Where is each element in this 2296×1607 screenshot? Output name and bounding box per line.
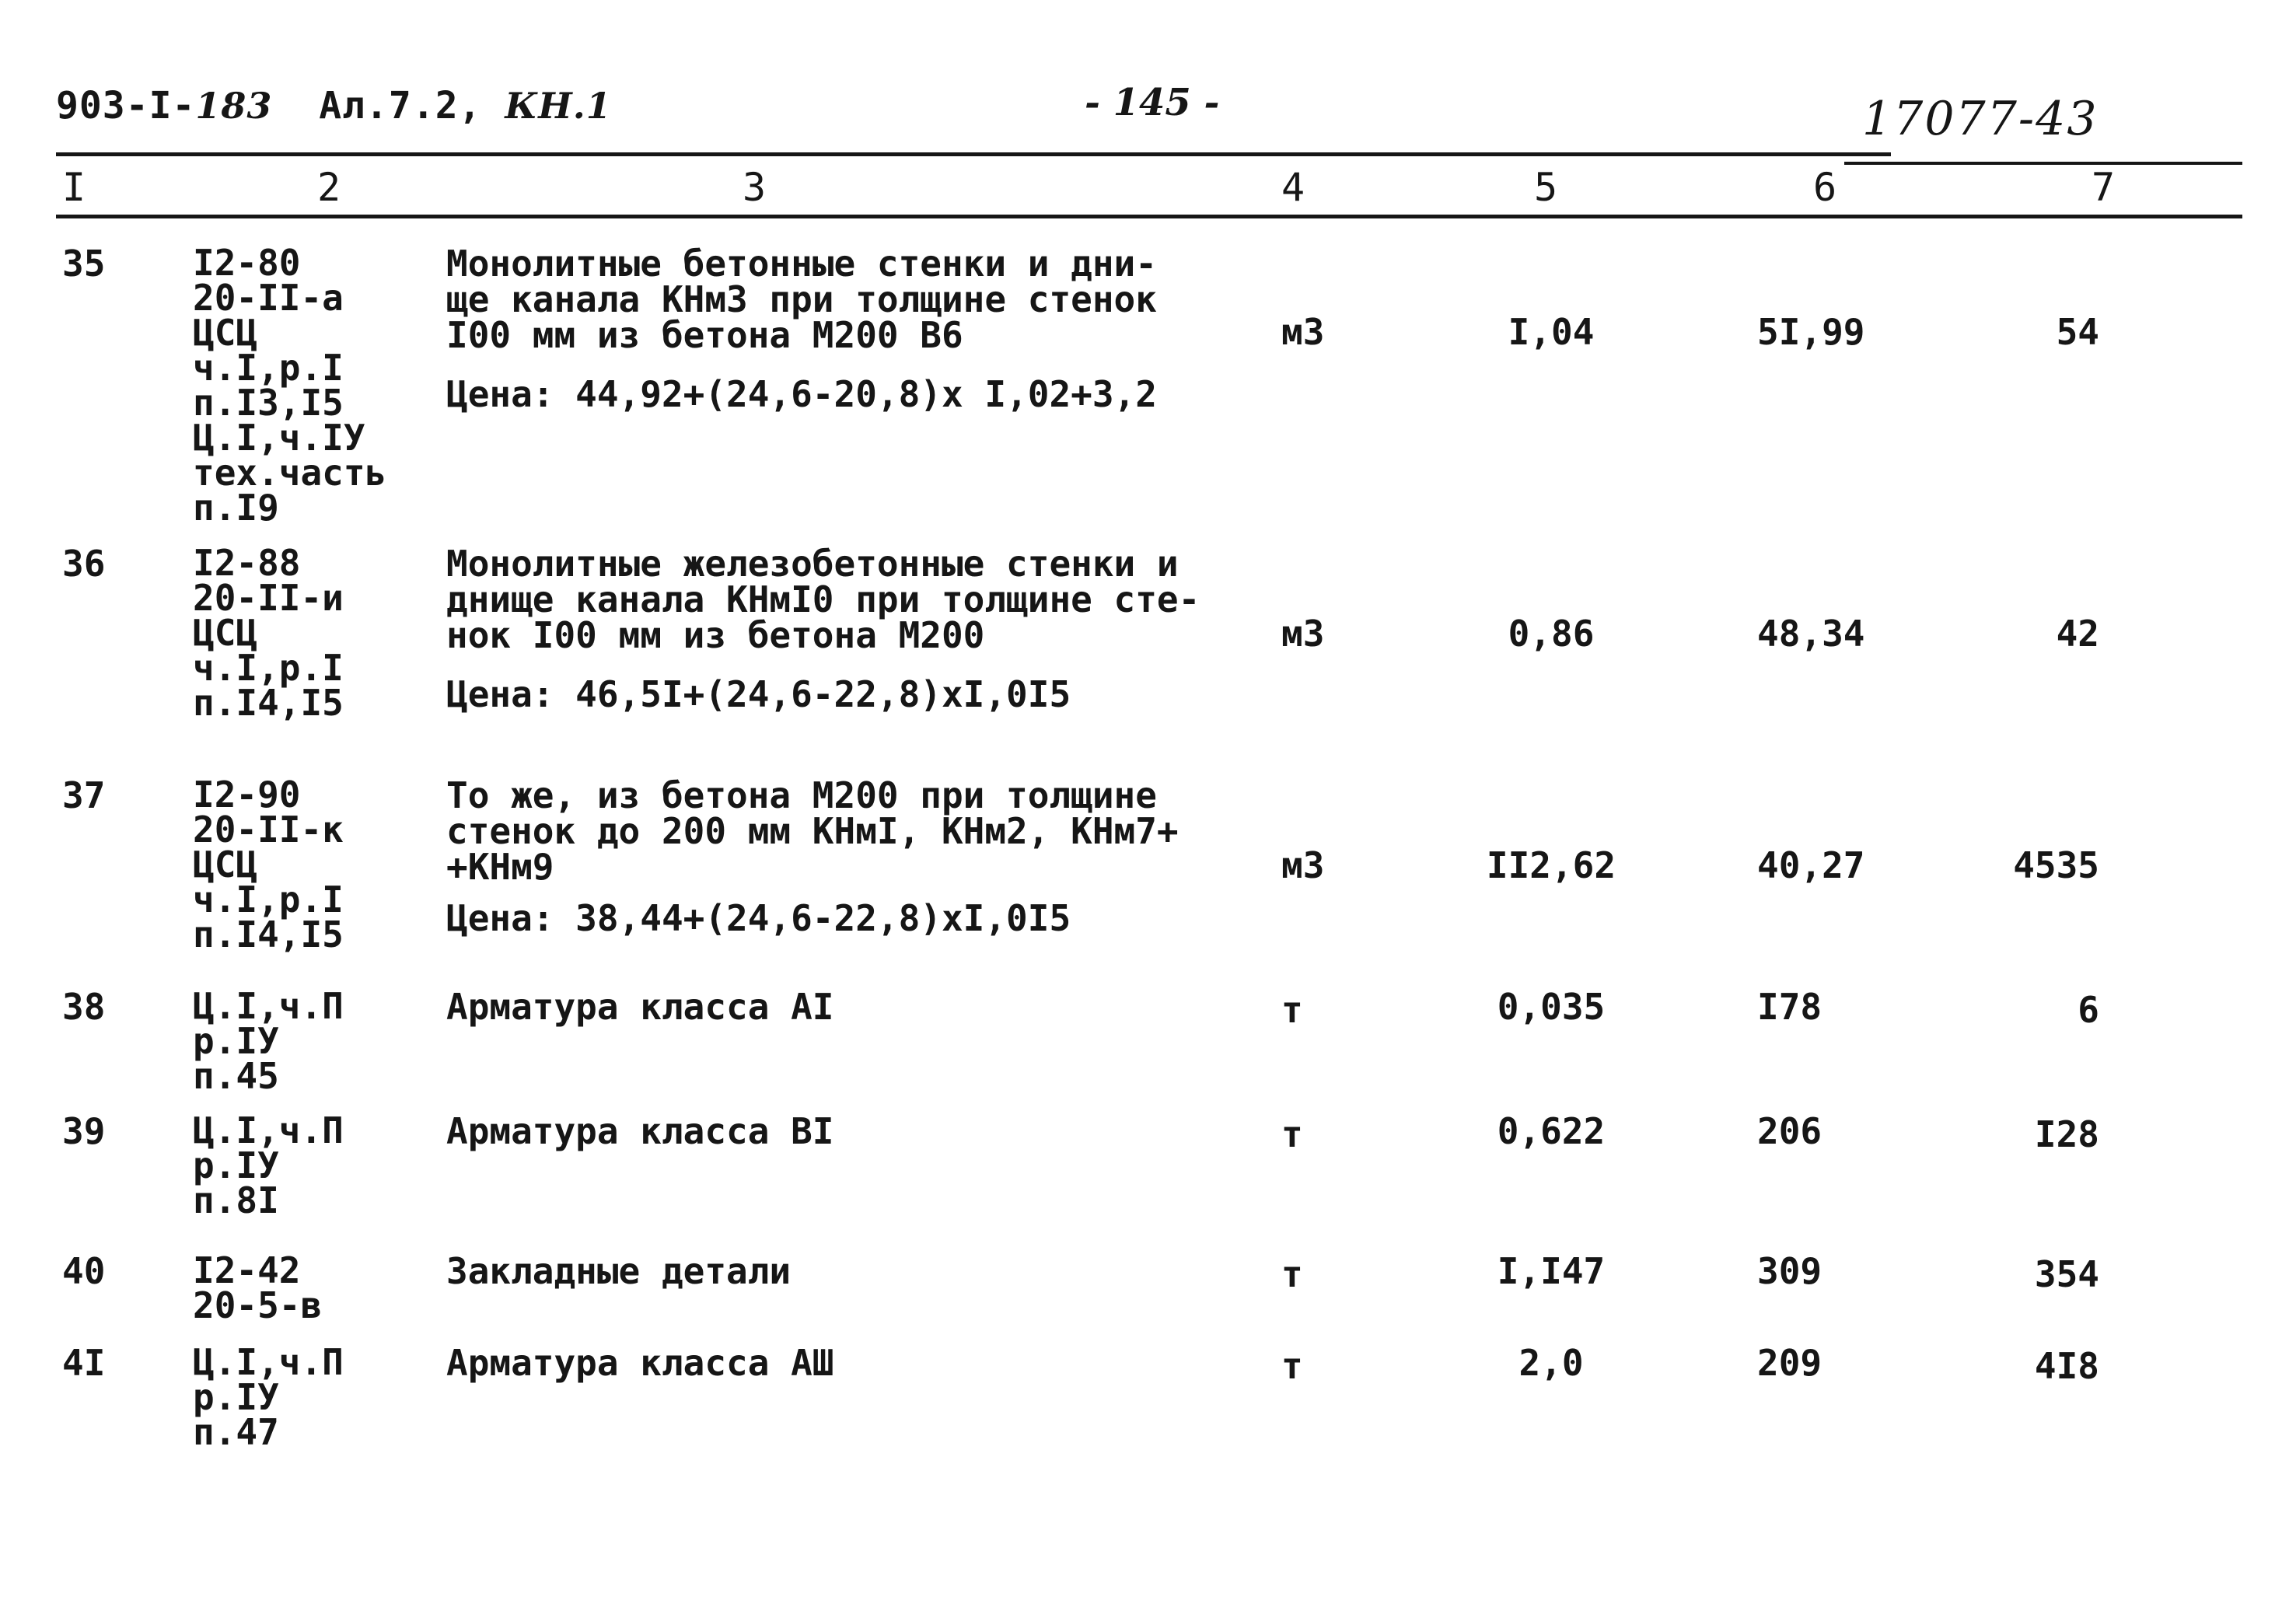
row-total: 54 — [2056, 311, 2099, 353]
row-quantity: 0,035 — [1497, 986, 1606, 1028]
row-code: I2-42 20-5-в — [193, 1249, 323, 1326]
row-description: Арматура класса АШ — [446, 1342, 834, 1384]
row-quantity: II2,62 — [1486, 844, 1616, 886]
book-handwritten: КН.1 — [505, 85, 612, 127]
row-description: Арматура класса ВI — [446, 1110, 834, 1152]
document-code — [56, 84, 612, 128]
row-number: 39 — [62, 1110, 106, 1152]
col-header-1: I — [62, 165, 86, 210]
row-number: 37 — [62, 774, 106, 816]
row-description: Закладные детали — [446, 1250, 792, 1292]
row-unit-cost: 48,34 — [1757, 613, 1865, 655]
row-code: I2-90 20-II-к ЦСЦ ч.I,р.I п.I4,I5 — [193, 774, 344, 955]
price-formula: Цена: 38,44+(24,6-22,8)хI,0I5 — [446, 897, 1071, 939]
row-total: 4I8 — [2034, 1345, 2099, 1387]
col-header-6: 6 — [1813, 165, 1837, 210]
row-unit: м3 — [1281, 311, 1325, 353]
row-description: То же, из бетона М200 при толщине стенок до 200 мм КНмI, КНм2, КНм7+ +КНм9 Цена: 38,44+(24,6-22,8)хI,0I5 — [446, 774, 1179, 939]
row-quantity: I,04 — [1508, 311, 1595, 353]
code-prefix: 903-I- — [56, 84, 196, 128]
row-unit-cost: 206 — [1757, 1110, 1822, 1152]
page-number: - 145 - — [1085, 81, 1220, 124]
row-number: 36 — [62, 543, 106, 585]
archive-number: 17077-43 — [1862, 92, 2099, 146]
table-top-rule-left — [56, 152, 1891, 156]
row-unit-cost: 40,27 — [1757, 844, 1865, 886]
row-code: Ц.I,ч.П р.IУ п.45 — [193, 985, 344, 1097]
row-unit-cost: 309 — [1757, 1250, 1822, 1292]
row-number: 4I — [62, 1342, 106, 1384]
row-total: I28 — [2034, 1113, 2099, 1155]
row-unit: т — [1281, 1345, 1303, 1387]
row-unit: м3 — [1281, 844, 1325, 886]
row-total: 6 — [2078, 989, 2099, 1031]
album-ref: Ал.7.2, — [319, 84, 482, 128]
col-header-4: 4 — [1281, 165, 1305, 210]
row-unit: т — [1281, 1253, 1303, 1295]
col-header-7: 7 — [2092, 165, 2116, 210]
row-unit: м3 — [1281, 613, 1325, 655]
row-description: Монолитные бетонные стенки и дни- ще канала КНм3 при толщине стенок I00 мм из бетона М200 В6 Цена: 44,92+(24,6-20,8)х I,02+3,2 — [446, 243, 1157, 415]
row-total: 4535 — [2013, 844, 2099, 886]
row-code: Ц.I,ч.П р.IУ п.47 — [193, 1341, 344, 1453]
row-quantity: 0,622 — [1497, 1110, 1606, 1152]
row-unit-cost: 5I,99 — [1757, 311, 1865, 353]
code-handwritten: 183 — [195, 85, 273, 127]
row-code: Ц.I,ч.П р.IУ п.8I — [193, 1109, 344, 1221]
row-total: 42 — [2056, 613, 2099, 655]
price-formula: Цена: 44,92+(24,6-20,8)х I,02+3,2 — [446, 373, 1157, 415]
col-header-3: 3 — [743, 165, 767, 210]
table-top-rule-right — [1844, 162, 2242, 165]
row-unit-cost: 209 — [1757, 1342, 1822, 1384]
col-header-2: 2 — [317, 165, 341, 210]
row-description: Монолитные железобетонные стенки и днище канала КНмI0 при толщине сте- нок I00 мм из бетона М200 Цена: 46,5I+(24,6-22,8)хI,0I5 — [446, 543, 1200, 715]
col-header-5: 5 — [1534, 165, 1558, 210]
row-number: 40 — [62, 1250, 106, 1292]
row-number: 38 — [62, 986, 106, 1028]
row-code: I2-80 20-II-а ЦСЦ ч.I,р.I п.I3,I5 Ц.I,ч.IУ тех.часть п.I9 — [193, 242, 387, 529]
row-description: Арматура класса АI — [446, 986, 834, 1028]
row-total: 354 — [2034, 1253, 2099, 1295]
row-code: I2-88 20-II-и ЦСЦ ч.I,р.I п.I4,I5 — [193, 542, 344, 724]
row-number: 35 — [62, 243, 106, 285]
table-header-rule — [56, 215, 2242, 218]
row-unit-cost: I78 — [1757, 986, 1822, 1028]
row-unit: т — [1281, 1113, 1303, 1155]
row-quantity: 0,86 — [1508, 613, 1595, 655]
row-quantity: I,I47 — [1497, 1250, 1606, 1292]
price-formula: Цена: 46,5I+(24,6-22,8)хI,0I5 — [446, 673, 1071, 715]
row-unit: т — [1281, 989, 1303, 1031]
row-quantity: 2,0 — [1518, 1342, 1584, 1384]
